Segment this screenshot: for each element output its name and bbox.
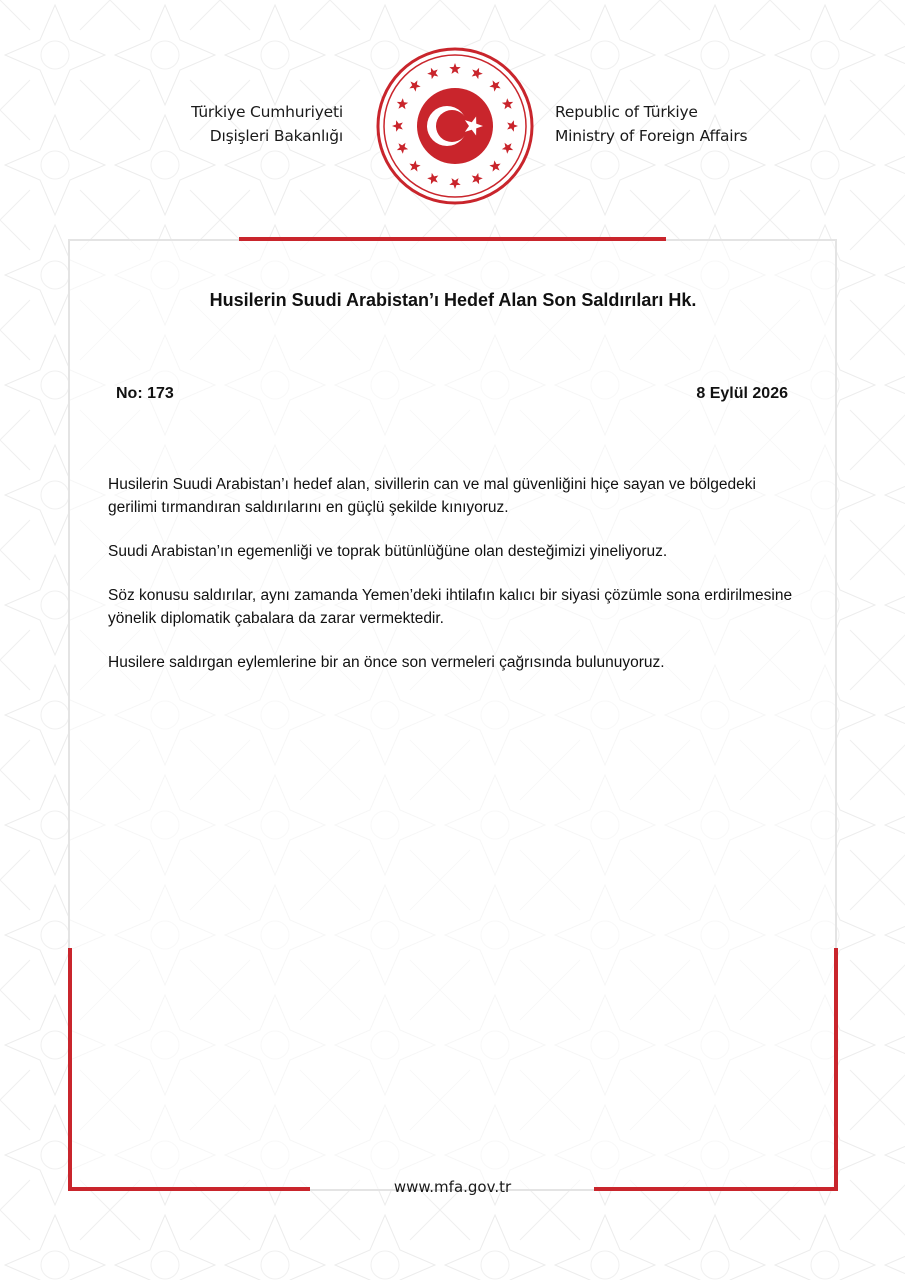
body-paragraph-3: Söz konusu saldırılar, aynı zamanda Yemen’deki ihtilafın kalıcı bir siyasi çözümle sona erdirilmesine yönelik diplomatik çabalara da zarar vermektedir. [108, 587, 793, 627]
footer-website-link[interactable]: www.mfa.gov.tr [393, 1178, 512, 1196]
org-name-english [555, 100, 747, 148]
document-number: No: 173 [116, 385, 174, 402]
document-date: 8 Eylül 2026 [696, 385, 788, 402]
document-content [70, 240, 836, 1190]
org-en-line1: Republic of Türkiye [555, 103, 698, 121]
org-name-turkish [191, 100, 343, 148]
org-tr-line1: Türkiye Cumhuriyeti [191, 103, 343, 121]
letterhead [0, 0, 905, 230]
document-title: Husilerin Suudi Arabistan’ı Hedef Alan Son Saldırıları Hk. [209, 290, 697, 310]
org-tr-line2: Dışişleri Bakanlığı [209, 127, 343, 145]
body-paragraph-4: Husilere saldırgan eylemlerine bir an önce son vermeleri çağrısında bulunuyoruz. [108, 654, 665, 671]
body-paragraph-2: Suudi Arabistan’ın egemenliği ve toprak bütünlüğüne olan desteğimizi yineliyoruz. [108, 543, 668, 560]
org-en-line2: Ministry of Foreign Affairs [555, 127, 748, 145]
document-body [108, 473, 808, 695]
body-paragraph-1: Husilerin Suudi Arabistan’ı hedef alan, sivillerin can ve mal güvenliğini hiçe sayan ve bölgedeki gerilimi tırmandıran saldırılarını en güçlü şekilde kınıyoruz. [108, 476, 756, 516]
turkish-crescent-star-seal-icon [375, 46, 535, 206]
